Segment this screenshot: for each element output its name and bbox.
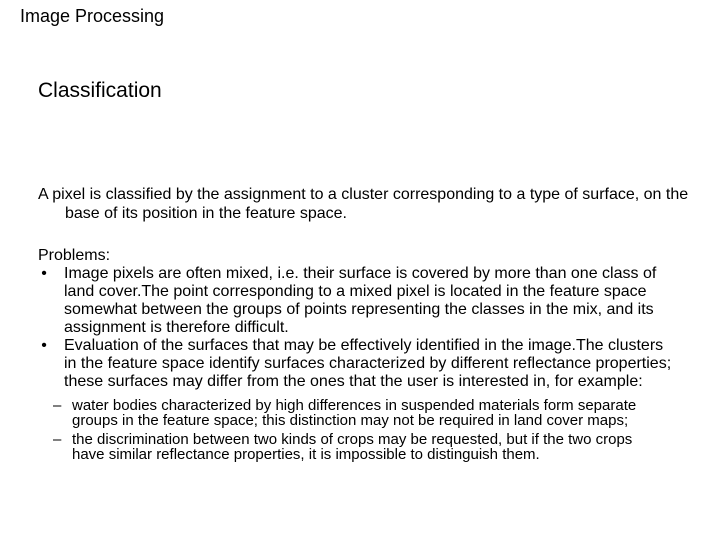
slide-title: Classification [38, 79, 162, 102]
example-text: the discrimination between two kinds of crops may be requested, but if the two crops have similar reflectance properties, it is impossible to distinguish them. [72, 431, 633, 463]
problems-section [38, 247, 678, 466]
problems-list [38, 265, 678, 391]
dash-marker: – [53, 397, 62, 414]
problem-text: Image pixels are often mixed, i.e. their surface is covered by more than one class of land cover.The point corresponding to a mixed pixel is located in the feature space somewhat between the groups of points representing the classes in the mix, and its assignment is therefore difficult. [64, 265, 657, 336]
bullet-marker: • [41, 337, 47, 354]
bullet-marker: • [41, 265, 47, 282]
problem-text: Evaluation of the surfaces that may be effectively identified in the image.The clusters in the feature space identify surfaces characterized by different reflectance properties; these surfaces may differ from the ones that the user is interested in, for example: [64, 337, 672, 390]
example-item-water-bodies [45, 398, 645, 428]
problems-label: Problems: [38, 247, 111, 264]
example-text: water bodies characterized by high differences in suspended materials form separate groups in the feature space; this distinction may not be required in land cover maps; [72, 397, 637, 429]
dash-marker: – [53, 431, 62, 448]
problem-item-mixed-pixels [38, 265, 678, 337]
examples-list [45, 398, 645, 462]
intro-paragraph: A pixel is classified by the assignment to a cluster corresponding to a type of surface, on the base of its position in the feature space. [38, 186, 689, 222]
example-item-crops [45, 432, 645, 462]
problem-item-surface-evaluation [38, 337, 678, 391]
header-title: Image Processing [20, 6, 165, 26]
